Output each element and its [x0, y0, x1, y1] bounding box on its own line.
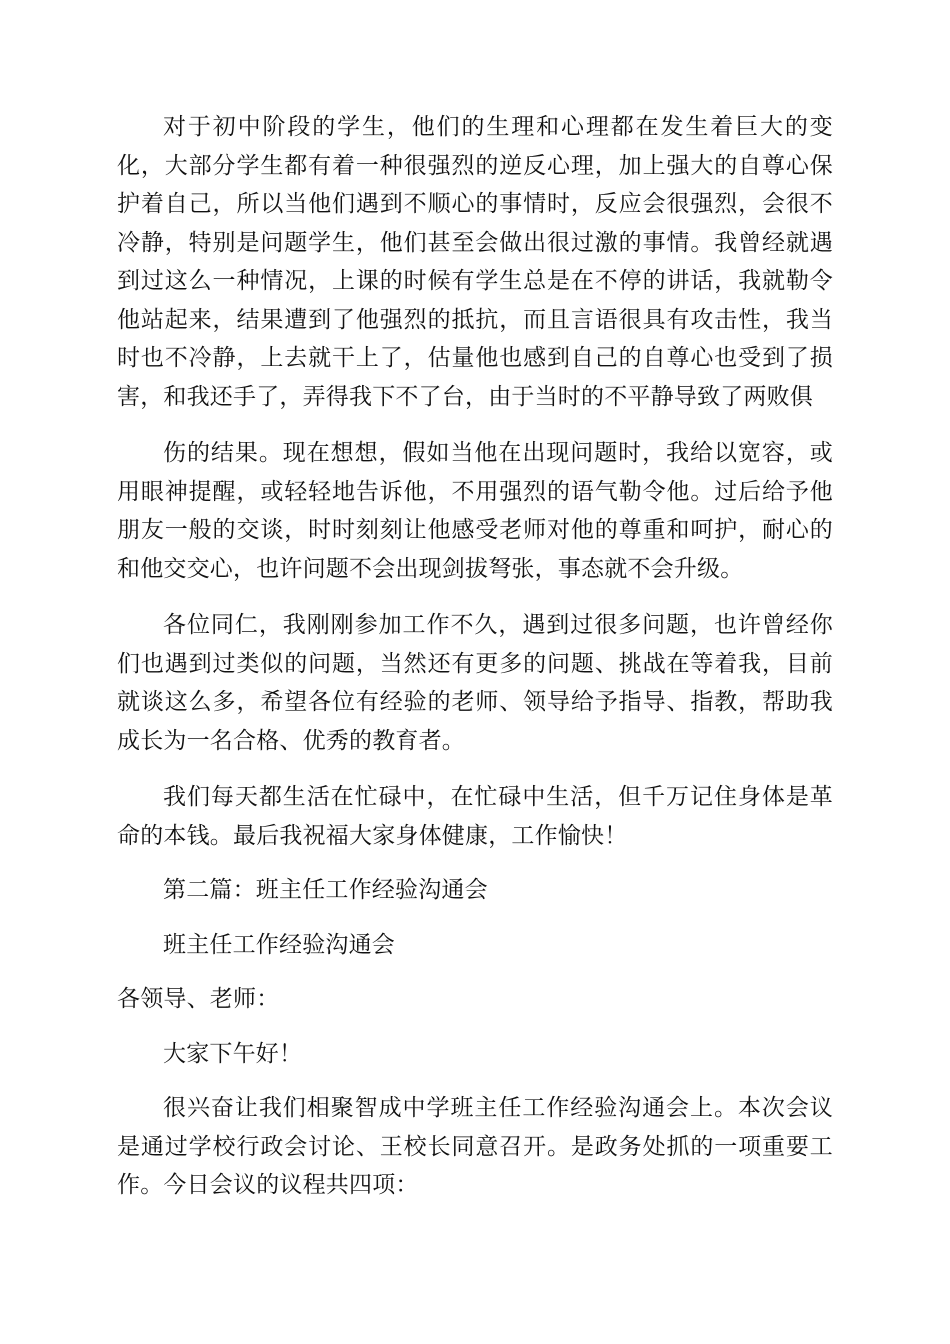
paragraph-meeting-intro: 很兴奋让我们相聚智成中学班主任工作经验沟通会上。本次会议是通过学校行政会讨论、王校长同意召开。是政务处抓的一项重要工作。今日会议的议程共四项： [117, 1095, 833, 1198]
section-heading: 第二篇：班主任工作经验沟通会 [163, 877, 488, 903]
document-body [117, 108, 833, 1205]
paragraph-reflection: 伤的结果。现在想想，假如当他在出现问题时，我给以宽容，或用眼神提醒，或轻轻地告诉他，不用强烈的语气勒令他。过后给予他朋友一般的交谈，时时刻刻让他感受老师对他的尊重和呵护，耐心的和他交交心，也许问题不会出现剑拔弩张，事态就不会升级。 [117, 440, 833, 582]
paragraph-colleagues: 各位同仁，我刚刚参加工作不久，遇到过很多问题，也许曾经你们也遇到过类似的问题，当然还有更多的问题、挑战在等着我，目前就谈这么多，希望各位有经验的老师、领导给予指导、指教，帮助我成长为一名合格、优秀的教育者。 [117, 612, 833, 754]
paragraph-closing-wishes: 我们每天都生活在忙碌中，在忙碌中生活，但千万记住身体是革命的本钱。最后我祝福大家身体健康，工作愉快！ [117, 784, 833, 849]
section-title: 班主任工作经验沟通会 [163, 931, 395, 958]
paragraph-student-psychology: 对于初中阶段的学生，他们的生理和心理都在发生着巨大的变化，大部分学生都有着一种很强烈的逆反心理，加上强大的自尊心保护着自己，所以当他们遇到不顺心的事情时，反应会很强烈，会很不冷静，特别是问题学生，他们甚至会做出很过激的事情。我曾经就遇到过这么一种情况，上课的时候有学生总是在不停的讲话，我就勒令他站起来，结果遭到了他强烈的抵抗，而且言语很具有攻击性，我当时也不冷静，上去就干上了，估量他也感到自己的自尊心也受到了损害，和我还手了，弄得我下不了台，由于当时的不平静导致了两败俱 [117, 114, 833, 410]
salutation: 各领导、老师： [117, 986, 280, 1012]
greeting: 大家下午好！ [163, 1040, 303, 1067]
